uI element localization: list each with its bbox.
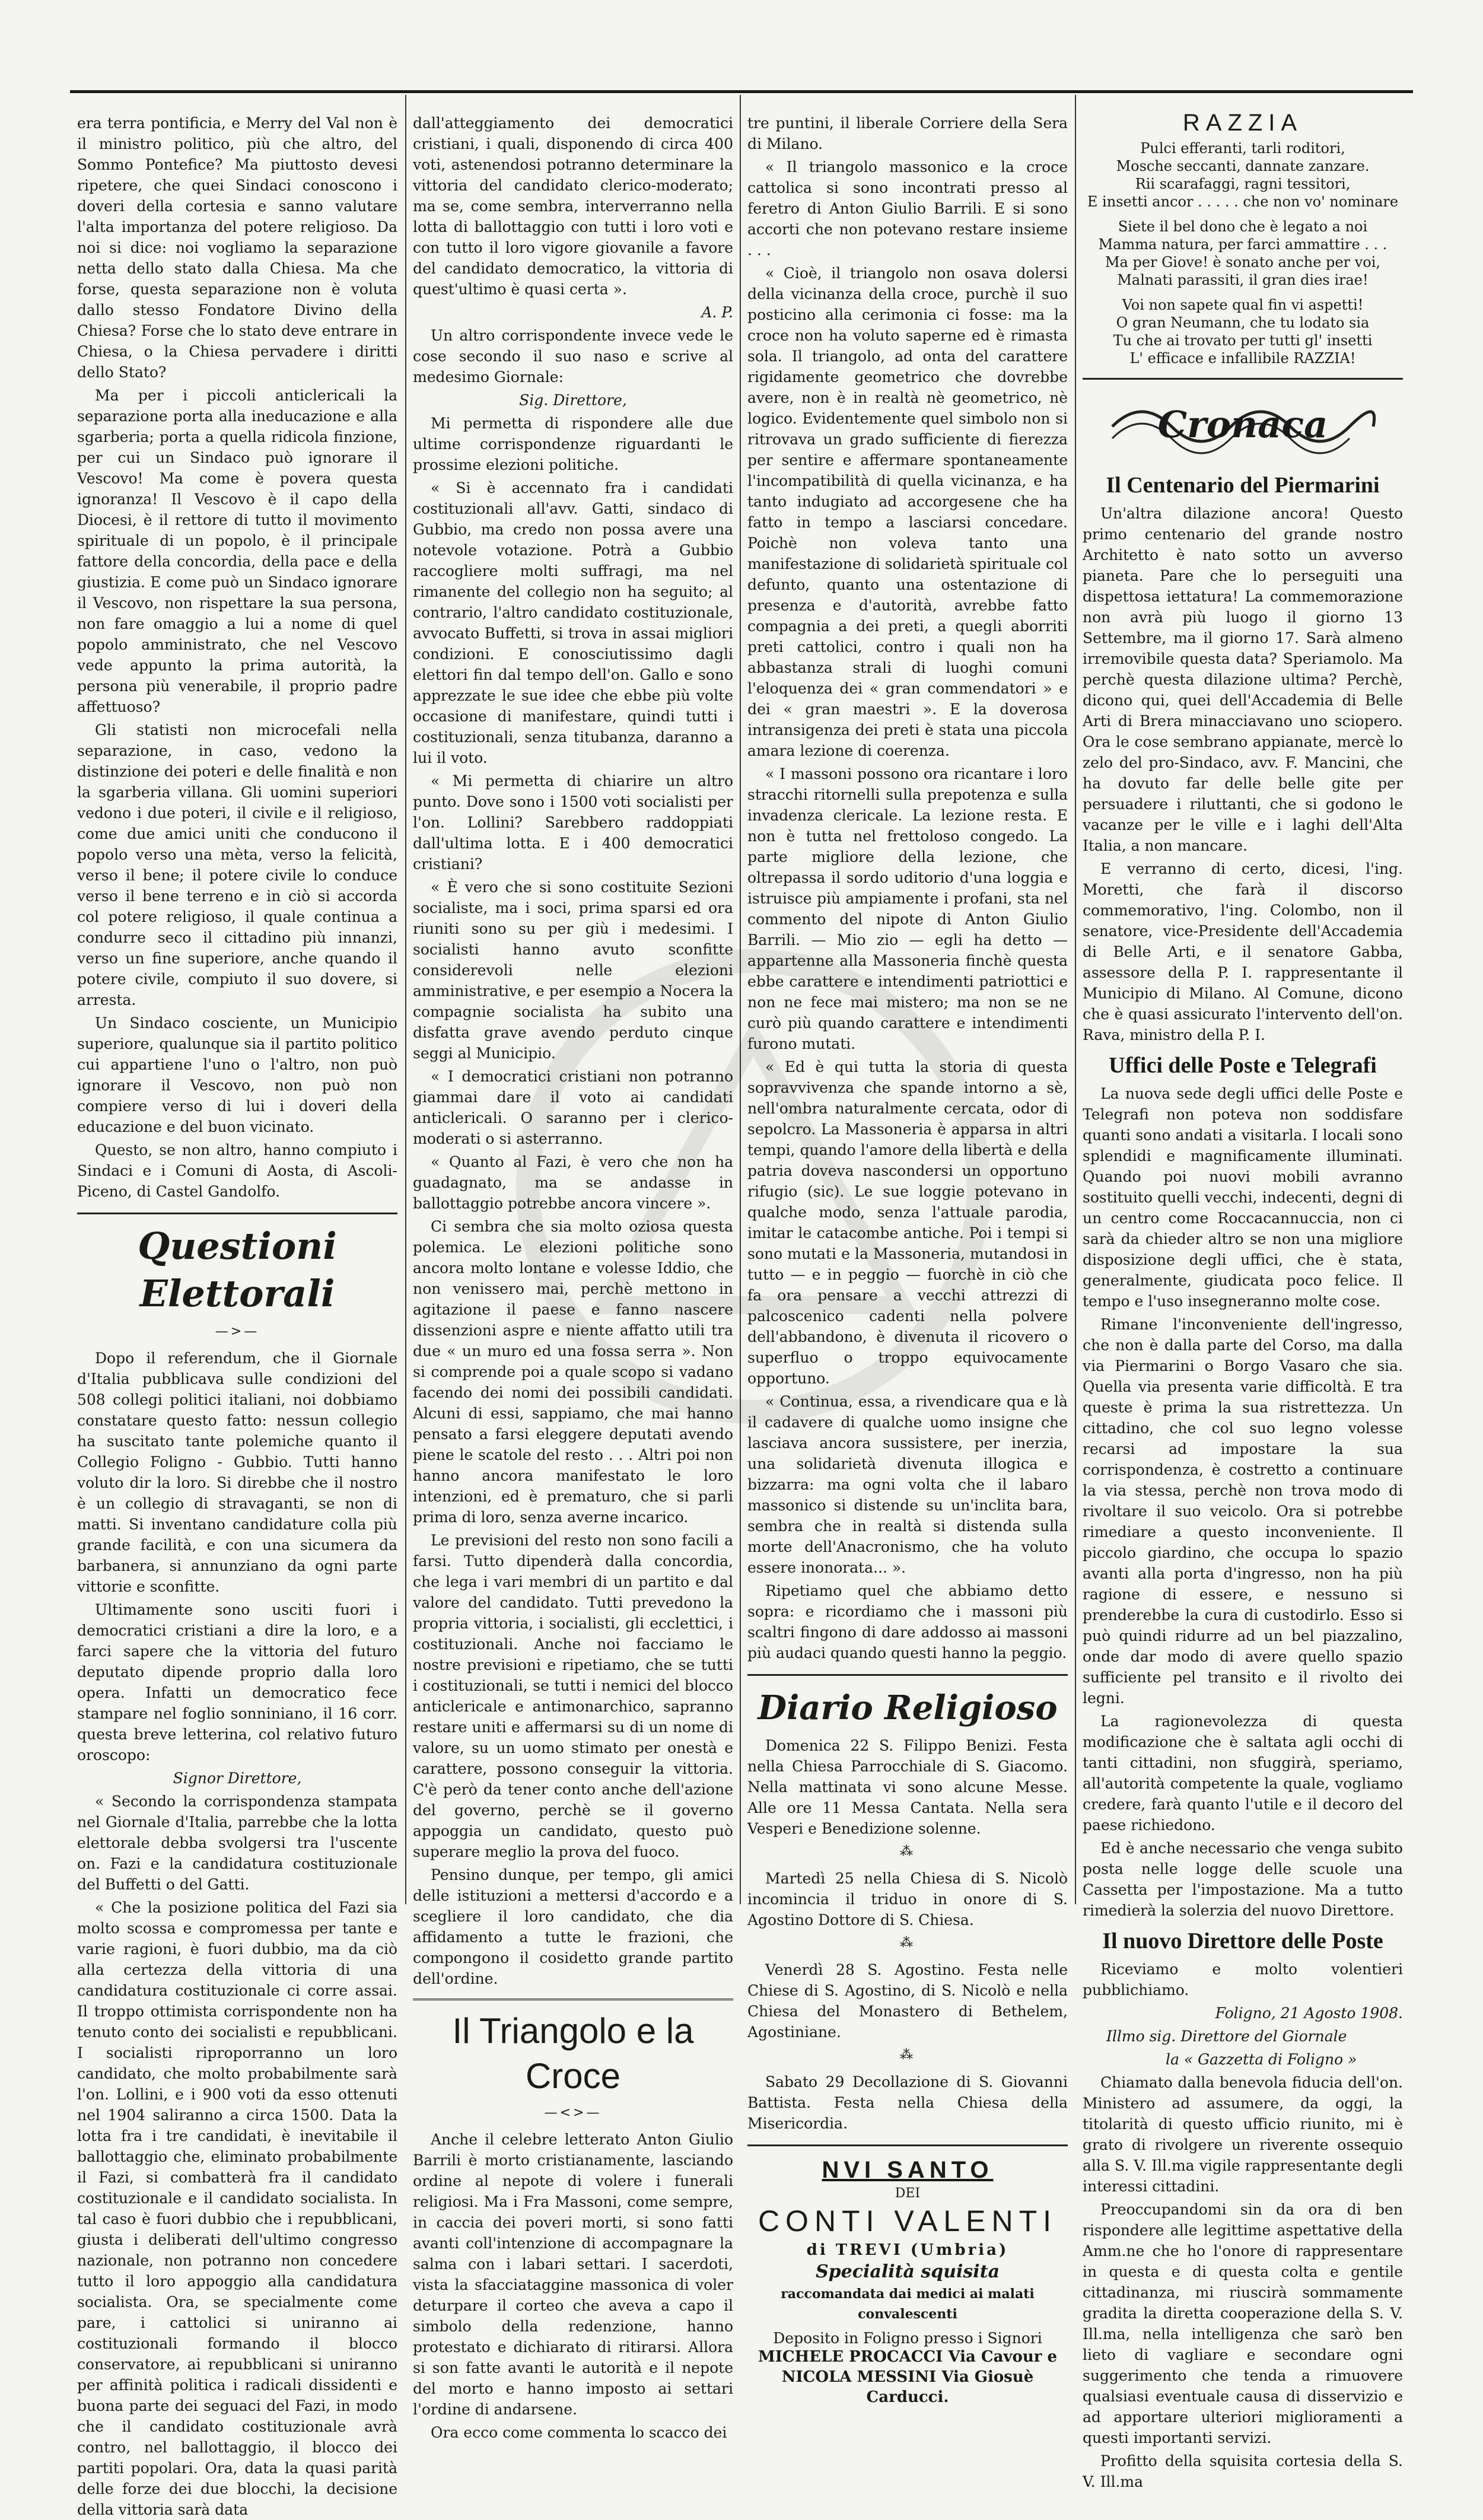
- ornament: —>—: [215, 1324, 260, 1339]
- paragraph: Questo, se non altro, hanno compiuto i Sindaci e i Comuni di Aosta, di Ascoli-Piceno, di Castel Gandolfo.: [77, 1141, 397, 1200]
- ad-line: NICOLA MESSINI Via Giosuè Carducci.: [781, 2368, 1034, 2406]
- ad-line: CONTI VALENTI: [758, 2204, 1058, 2238]
- paragraph: Martedì 25 nella Chiesa di S. Nicolò incomincia il triduo in onore di S. Agostino Dottore di S. Chiesa.: [747, 1870, 1068, 1929]
- paragraph: Preoccupandomi sin da ora di ben rispondere alle legittime aspettative della Amm.ne che ho l'onore di rappresentare in questa e di questa colta e gentile cittadinanza, mi riuscirà sommamente gradita la diretta cooperazione della S. V. Ill.ma, nella intelligenza che sarò ben lieto di vagliare e secondare ogni suggerimento che tenda a rimuovere qualsiasi eventuale causa di disservizio e ad apportare ulteriori miglioramenti a questi importanti servizi.: [1083, 2201, 1403, 2446]
- paragraph: « Cioè, il triangolo non osava dolersi della vicinanza della croce, purchè il suo posticino alla cerimonia ci fosse: ma la croce non ha voluto saperne ed è rimasta sola. Il triangolo, ad onta del carattere rigidamente geometrico che dovrebbe avere, non è in realtà nè geometrico, nè logico. Evidentemente quel simbolo non si ritrovava un grado sufficiente di fierezza per sentire e affermare spontaneamente l'incompatibilità di quella vicinanza, e ha tanto indugiato ad accorgesene che ha fatto in tempo a lasciarsi concedare. Poichè non voleva tanto una manifestazione di solidarietà spirituale col defunto, quanto una ostentazione di presenza e d'autorità, avrebbe fatto compagnia a dei preti, a quegli aborriti preti cattolici, contro i quali non ha abbastanza strali di luoghi comuni l'eloquenza dei « gran commendatori » e dei « gran maestri ». E la doverosa intransigenza dei preti è stata una piccola amara lezione di coerenza.: [747, 265, 1068, 759]
- paragraph: « Il triangolo massonico e la croce cattolica si sono incontrati presso al feretro di Anton Giulio Barrili. E si sono accorti che non potevano restare insieme . . .: [747, 158, 1068, 259]
- ad-line: MICHELE PROCACCI Via Cavour e: [758, 2348, 1058, 2366]
- address-line: la « Gazzetta di Foligno »: [1166, 2051, 1357, 2068]
- column-rule: [740, 95, 741, 1904]
- paragraph: Un altro corrispondente invece vede le cose secondo il suo naso e scrive al medesimo Giornale:: [413, 327, 733, 386]
- paragraph: Le previsioni del resto non sono facili a farsi. Tutto dipenderà dalla concordia, che lega i vari membri di un partito e dal valore del candidato. Tutti prevedono la propria vittoria, i socialisti, gli ecclettici, i costituzionali. Anche noi facciamo le nostre previsioni e ripetiamo, che se tutti i costituzionali, se tutti i nemici del blocco anticlericale e antimonarchico, sapranno restare uniti e affermarsi su di un nome di valore, su un uomo stimato per onestà e carattere, possono conseguir la vittoria. C'è però da tener conto anche dell'azione del governo, perchè se il governo appoggia un candidato, questo può superare meglio la prova del fuoco.: [413, 1532, 733, 1860]
- poem-title: RAZZIA: [1182, 110, 1303, 136]
- paragraph: « Si è accennato fra i candidati costituzionali all'avv. Gatti, sindaco di Gubbio, ma credo non possa avere una notevole votazione. Potrà a Gubbio raccogliere molti suffragi, ma nel rimanente del collegio non ha seguito; al contrario, l'altro candidato costituzionale, avvocato Buffetti, si trova in assai migliori condizioni. E conosciutissimo dagli elettori fin dal tempo dell'on. Gallo e sono apprezzate le sue idee che ebbe più volte occasione di manifestare, quindi tutti i costituzionali, senza titubanza, daranno a lui il voto.: [413, 479, 733, 766]
- column-4: [1083, 110, 1403, 2490]
- paragraph: Mi permetta di rispondere alle due ultime corrispondenze riguardanti le prossime elezioni politiche.: [413, 415, 733, 473]
- poem-line: L' efficace e infallibile RAZZIA!: [1129, 350, 1356, 367]
- paragraph: tre puntini, il liberale Corriere della Sera di Milano.: [747, 114, 1068, 152]
- paragraph: Un Sindaco cosciente, un Municipio superiore, qualunque sia il partito politico cui appartiene l'uno o l'altro, non può ignorare il Vescovo, non può non compiere verso di lui i doveri della educazione e del buon vicinato.: [77, 1014, 397, 1135]
- paragraph: « I democratici cristiani non potranno giammai dare il voto ai candidati anticlericali. O saranno per i clerico-moderati o si asterranno.: [413, 1068, 733, 1147]
- paragraph: Rimane l'inconveniente dell'ingresso, che non è dalla parte del Corso, ma dalla via Piermarini o Borgo Vasaro che sia. Quella via presenta varie difficoltà. E tra queste è prima la sua ristrettezza. Un cittadino, che col suo legno volesse recarsi ad impostare la sua corrispondenza, è costretto a continuare la via stessa, perchè non trova modo di rivoltare il suo veicolo. Ora si potrebbe rimediare a questo inconveniente. Il piccolo giardino, che occupa lo spazio avanti alla porta d'ingresso, non ha più ragione di essere, e nessuno si prenderebbe la cura di custodirlo. Esso si può quindi ridurre ad un bel piazzalino, onde dar modo di avere quello spazio sufficiente pel transito e il rivolto dei legni.: [1083, 1316, 1403, 1707]
- paragraph: « È vero che si sono costituite Sezioni socialiste, ma i soci, prima sparsi ed ora riuniti sono su per giù i medesimi. I socialisti hanno avuto sconfitte considerevoli nelle elezioni amministrative, e per esempio a Nocera la compagnie socialista ha subito una disfatta grave avendo perduto cinque seggi al Municipio.: [413, 879, 733, 1062]
- paragraph: Ultimamente sono usciti fuori i democratici cristiani a dire la loro, e a farci sapere che la vittoria del futuro deputato dipende proprio dalla loro opera. Infatti un democratico fece stampare nel foglio sonniniano, il 16 corr. questa breve letterina, col relativo futuro oroscopo:: [77, 1601, 397, 1764]
- column-1: [77, 113, 397, 2518]
- paragraph: Riceviamo e molto volentieri pubblichiamo.: [1083, 1961, 1403, 1999]
- article-title: Uffici delle Poste e Telegrafi: [1109, 1053, 1377, 1078]
- paragraph: La nuova sede degli uffici delle Poste e Telegrafi non poteva non soddisfare quanti sono andati a visitarla. I locali sono splendidi e magnificamente illuminati. Quando poi nuovi mobili avranno sostituito quelli vecchi, indecenti, degni di un centro come Roccacannuccia, non ci sarà da chieder altro se non una migliore disposizione degli uffici, che è stata, generalmente, giudicata poco felice. Il tempo e l'uso insegneranno molte cose.: [1083, 1085, 1403, 1310]
- paragraph: Ma per i piccoli anticlericali la separazione porta alla ineducazione e alla sgarberia; porta a quella ridicola finzione, per cui un Sindaco può ignorare il Vescovo! Ma come è povera questa ignoranza! Il Vescovo è il capo della Diocesi, è il rettore di tutto il movimento spirituale di un popolo, è il principale fattore della concordia, della pace e della giustizia. E come può un Sindaco ignorare il Vescovo, non rispettare la sua persona, non fare omaggio a lui a nome di quel popolo amministrato, che nel Vescovo vede appunto la prima autorità, la persona più venerabile, il proprio padre affettuoso?: [77, 387, 397, 715]
- salutation: Sig. Direttore,: [519, 392, 627, 409]
- column-3: [747, 113, 1068, 2406]
- paragraph: « Mi permetta di chiarire un altro punto. Dove sono i 1500 voti socialisti per l'on. Lollini? Sarebbero raddoppiati dall'ultima lotta. E i 400 democratici cristiani?: [413, 772, 733, 873]
- column-rule: [405, 95, 406, 1904]
- poem-line: O gran Neumann, che tu lodato sia: [1116, 314, 1370, 331]
- asterism: ⁂: [900, 2048, 915, 2063]
- poem-line: Mosche seccanti, dannate zanzare.: [1116, 158, 1370, 174]
- paragraph: Gli statisti non microcefali nella separazione, in caso, vedono la distinzione dei poteri e delle finalità e non la sgarberia villana. Gli uomini superiori vedono i due poteri, il civile e il religioso, come due amici uniti che conducono il popolo verso una mèta, verso la felicità, verso il bene; il potere civile lo conduce verso il bene terreno e in ciò si accorda col potere religioso, il quale continua a condurre seco il cittadino più innanzi, verso un fine superiore, anche quando il potere civile, compiuto il suo dovere, si arresta.: [77, 721, 397, 1008]
- address-line: Illmo sig. Direttore del Giornale: [1106, 2028, 1347, 2045]
- article-title: Il Centenario del Piermarini: [1106, 473, 1380, 498]
- column-rule: [1075, 95, 1076, 1904]
- poem-line: Tu che ai trovato per tutti gl' insetti: [1113, 332, 1373, 349]
- paragraph: Ora ecco come commenta lo scacco dei: [431, 2424, 727, 2441]
- section-divider: [413, 1999, 733, 2000]
- paragraph: « I massoni possono ora ricantare i loro stracchi ritornelli sulla prepotenza e sulla invadenza clericale. La lezione resta. E non è tutta nel frettoloso congedo. La parte migliore della lezione, che oltrepassa il sordo uditorio d'una loggia e istruisce più ampiamente i profani, sta nel commento del nipote di Anton Giulio Barrili. — Mio zio — egli ha detto — appartenne alla Massoneria finchè questa ebbe carattere e intendimenti patriottici e non ne fece mai mistero; ma non se ne curò più quando carattere e intendimenti furono mutati.: [747, 765, 1068, 1052]
- ad-line: Deposito in Foligno presso i Signori: [773, 2330, 1042, 2347]
- paragraph: Anche il celebre letterato Anton Giulio Barrili è morto cristianamente, lasciando ordine al nepote di volere i funerali religiosi. Ma i Fra Massoni, come sempre, in caccia dei poveri morti, si sono fatti avanti coll'intenzione di accompagnare la salma con i labari settari. I sacerdoti, vista la sfacciataggine massonica di voler deturpare il corteo che aveva a capo il simbolo della redenzione, hanno protestato e dichiarato di ritirarsi. Allora si son fatte avanti le autorità e il nepote del morto e hanno imposto ai settari l'ordine di andarsene.: [413, 2131, 733, 2418]
- section-title-diario-religioso: Diario Religioso: [758, 1688, 1058, 1727]
- asterism: ⁂: [900, 1936, 915, 1951]
- cronaca-banner: [1083, 388, 1403, 465]
- dateline: Foligno, 21 Agosto 1908.: [1215, 2004, 1403, 2022]
- paragraph: Sabato 29 Decollazione di S. Giovanni Battista. Festa nella Chiesa della Misericordia.: [747, 2073, 1068, 2132]
- salutation: Signor Direttore,: [173, 1770, 302, 1787]
- asterism: ⁂: [900, 1844, 915, 1859]
- paragraph: Ed è anche necessario che venga subito posta nelle logge delle scuole una Cassetta per l'impostazione. Ma a tutto rimedierà la solerzia del nuovo Direttore.: [1083, 1840, 1403, 1919]
- ornament: —<>—: [544, 2105, 602, 2120]
- ad-line: raccomandata dai medici ai malati convalescenti: [781, 2286, 1035, 2322]
- section-divider: [747, 1674, 1068, 1676]
- poem-line: E insetti ancor . . . . . che non vo' nominare: [1087, 193, 1399, 210]
- paragraph: E verranno di certo, dicesi, l'ing. Moretti, che farà il discorso commemorativo, l'ing. Colombo, non il senatore, vice-Presidente dell'Accademia di Belle Arti, e il senatore Gabba, assessore della P. I. rappresentante il Municipio di Milano. Al Comune, dicono che è quasi assicurato l'intervento dell'on. Rava, ministro della P. I.: [1083, 860, 1403, 1043]
- paragraph: Ci sembra che sia molto oziosa questa polemica. Le elezioni politiche sono ancora molto lontane e volesse Iddio, che non venissero mai, perchè mettono in agitazione il paese e fanno nascere dissenzioni aspre e niente affatto utili tra due « un muro ed una fossa serra ». Non si comprende poi a quale scopo si vadano facendo dei nomi dei possibili candidati. Alcuni di essi, sappiamo, che mai hanno pensato a farsi eleggere deputati avendo piene le scatole del resto . . . Altri poi non hanno ancora manifestato le loro intenzioni, ed è prematuro, che si parli prima di loro, senza averne incarico.: [413, 1218, 733, 1526]
- poem-line: Mamma natura, per farci ammattire . . .: [1098, 236, 1387, 253]
- poem: [1083, 139, 1403, 367]
- ad-line: di TREVI (Umbria): [806, 2241, 1009, 2259]
- poem-stanza: [1083, 139, 1403, 211]
- poem-line: Rii scarafaggi, ragni tessitori,: [1135, 176, 1351, 192]
- paragraph: Domenica 22 S. Filippo Benizi. Festa nella Chiesa Parrocchiale di S. Giacomo. Nella mattinata vi sono alcune Messe. Alle ore 11 Messa Cantata. Nella sera Vesperi e Benedizione solenne.: [747, 1737, 1068, 1837]
- poem-line: Pulci efferanti, tarli roditori,: [1140, 140, 1345, 157]
- paragraph: La ragionevolezza di questa modificazione che è saltata agli occhi di tanti cittadini, non sfuggirà, speriamo, all'autorità competente la quale, vogliamo credere, farà quanto l'utile e il decoro del paese richiedono.: [1083, 1713, 1403, 1834]
- paragraph: « Continua, essa, a rivendicare qua e là il cadavere di qualche uomo insigne che lasciava ancora sussistere, per inerzia, una solidarietà divenuta illogica e bizzarra: ma ogni volta che il labaro massonico si distende su un'inclita bara, sembra che in realtà si distenda sulla morte dell'Anacronismo, che ha voluto essere inonorata... ».: [747, 1393, 1068, 1576]
- paragraph: « Secondo la corrispondenza stampata nel Giornale d'Italia, parrebbe che la lotta elettorale debba svolgersi tra l'uscente on. Fazi e la candidatura costituzionale del Buffetti o del Gatti.: [77, 1793, 397, 1893]
- banner-text: Cronaca: [1157, 403, 1328, 446]
- advertisement: [747, 2155, 1068, 2407]
- poem-stanza: [1083, 296, 1403, 367]
- paragraph: Venerdì 28 S. Agostino. Festa nelle Chiese di S. Agostino, di S. Nicolò e nella Chiesa del Monastero di Bethelem, Agostiniane.: [747, 1961, 1068, 2041]
- ad-line: DEI: [895, 2186, 921, 2201]
- paragraph: Profitto della squisita cortesia della S. V. Ill.ma: [1083, 2452, 1403, 2490]
- poem-line: Ma per Giove! è sonato anche per voi,: [1105, 254, 1381, 271]
- paragraph: era terra pontificia, e Merry del Val non è il ministro politico, più che altro, del Sommo Pontefice? Ma piuttosto devesi ripetere, che quei Sindaci conoscono i doveri della cortesia e sanno valutare l'alta importanza del potere religioso. Da noi si dice: noi vogliamo la separazione netta dello stato dalla Chiesa. Ma che forse, questa separazione non è voluta dallo stesso Fondatore Divino della Chiesa? Forse che lo stato deve entrare in Chiesa, o la Chiesa pervadere i diritti dello Stato?: [77, 114, 397, 381]
- section-divider: [77, 1213, 397, 1214]
- poem-line: Voi non sapete qual fin vi aspetti!: [1122, 297, 1364, 313]
- paragraph: Chiamato dalla benevola fiducia dell'on. Ministero ad assumere, da oggi, la titolarità di questo ufficio riunito, mi è grato di rivolgere un riverente ossequio alla S. V. Ill.ma vigile rappresentante degli interessi cittadini.: [1083, 2074, 1403, 2195]
- ad-line: NVI SANTO: [822, 2157, 994, 2183]
- decorative-banner-icon: [1106, 391, 1379, 462]
- top-rule: [70, 90, 1413, 93]
- article-title: Il nuovo Direttore delle Poste: [1102, 1929, 1383, 1953]
- paragraph: « Che la posizione politica del Fazi sia molto scossa e compromessa per tante e varie ragioni, è fuori dubbio, ma da ciò alla certezza della vittoria di una candidatura costituzionale ci corre assai. Il troppo ottimista corrispondente non ha tenuto conto dei socialisti e repubblicani. I socialisti riproporranno un loro candidato, che molto probabilmente sarà l'on. Lollini, e i 900 voti da esso ottenuti nel 1904 saliranno a circa 1500. Data la lotta fra i tre candidati, è inevitabile il ballottaggio che, eliminato probabilmente il Fazi, si combatterà fra il candidato costituzionale e il candidato socialista. In tal caso è fuori dubbio che i repubblicani, giusta i deliberati dell'ultimo congresso nazionale, non potranno non concedere tutto il loro appoggio alla candidatura socialista. Ora, se specialmente come pare, i cattolici si uniranno ai costituzionali formando il blocco conservatore, ai repubblicani si uniranno per affinità politica i radicali dissidenti e buona parte dei seguaci del Fazi, in modo che il candidato costituzionale avrà contro, nel ballottaggio, il blocco dei partiti popolari. Ora, data la quasi parità delle forze dei due blocchi, la decisione della vittoria sarà data: [77, 1899, 397, 2518]
- paragraph: « Ed è qui tutta la storia di questa sopravvivenza che spande intorno a sè, nell'ombra naturalmente cercata, odor di sepolcro. La Massoneria è apparsa in altri tempi, quando l'amore della libertà e della patria doveva nascondersi un opportuno rifugio (sic). Le sue loggie potevano in qualche modo, senza l'attuale parodia, imitar le catacombe antiche. Poi i tempi si sono mutati e la Massoneria, mutandosi in tutto — e in peggio — fuorchè in ciò che fa ora pensare a vecchi attrezzi di palcoscenico cadenti nella polvere dell'abbandono, è divenuta il ricovero o superfluo o troppo equivocamente opportuno.: [747, 1058, 1068, 1387]
- section-title-triangolo-croce: Il Triangolo e la Croce: [452, 2011, 694, 2096]
- paragraph: « Quanto al Fazi, è vero che non ha guadagnato, ma se andasse in ballottaggio potrebbe ancora vincere ».: [413, 1153, 733, 1212]
- poem-line: Malnati parassiti, il gran dies irae!: [1117, 272, 1369, 288]
- poem-line: Siete il bel dono che è legato a noi: [1118, 218, 1368, 235]
- paragraph: Un'altra dilazione ancora! Questo primo centenario del grande nostro Architetto è nato sotto un avverso pianeta. Pare che lo perseguiti una dispettosa iettatura! La commemorazione non avrà più luogo il giorno 13 Settembre, ma il giorno 17. Sarà almeno irremovibile questa data? Speriamolo. Ma perchè questa dilazione ultima? Perchè, dicono qui, quei dell'Accademia di Belle Arti di Brera minacciavano uno sciopero. Ora le cose sembrano appianate, mercè lo zelo del pro-Sindaco, avv. F. Mancini, che ha dovuto far delle belle gite per persuadere i riluttanti, che si godono le vacanze per le ville e i laghi dell'Alta Italia, a non mancare.: [1083, 505, 1403, 854]
- section-divider: [1083, 378, 1403, 380]
- paragraph: Dopo il referendum, che il Giornale d'Italia pubblicava sulle condizioni del 508 collegi politici italiani, noi dobbiamo constatare questo fatto: nessun collegio ha suscitato tante polemiche quanto il Collegio Foligno - Gubbio. Tutti hanno voluto dir la loro. Si direbbe che il nostro è un collegio di stravaganti, se non di matti. Si inventano candidature colla più grande facilità, e con una sicumera da barbanera, si annunziano da ogni parte vittorie e sconfitte.: [77, 1350, 397, 1595]
- section-title-questioni-elettorali: Questioni Elettorali: [138, 1224, 337, 1315]
- paragraph: dall'atteggiamento dei democratici cristiani, i quali, disponendo di circa 400 voti, astenendosi potranno determinare la vittoria del candidato clerico-moderato; ma se, come sembra, interverranno nella lotta di ballottaggio con tutti i loro voti e con tutto il loro vigore giovanile a favore del candidato democratico, la vittoria di quest'ultimo è quasi certa ».: [413, 114, 733, 298]
- signature: A. P.: [701, 304, 733, 321]
- column-2: [413, 113, 733, 2441]
- section-divider: [747, 2144, 1068, 2146]
- paragraph: Ripetiamo quel che abbiamo detto sopra: e ricordiamo che i massoni più scaltri fingono di dare addosso ai massoni più audaci quando questi hanno la peggio.: [747, 1582, 1068, 1662]
- ad-line: Specialità squisita: [815, 2261, 1000, 2282]
- paragraph: Pensino dunque, per tempo, gli amici delle istituzioni a mettersi d'accordo e a scegliere il loro candidato, che dia affidamento a tutte le frazioni, che compongono il cosidetto grande partito dell'ordine.: [413, 1866, 733, 1987]
- poem-stanza: [1083, 218, 1403, 289]
